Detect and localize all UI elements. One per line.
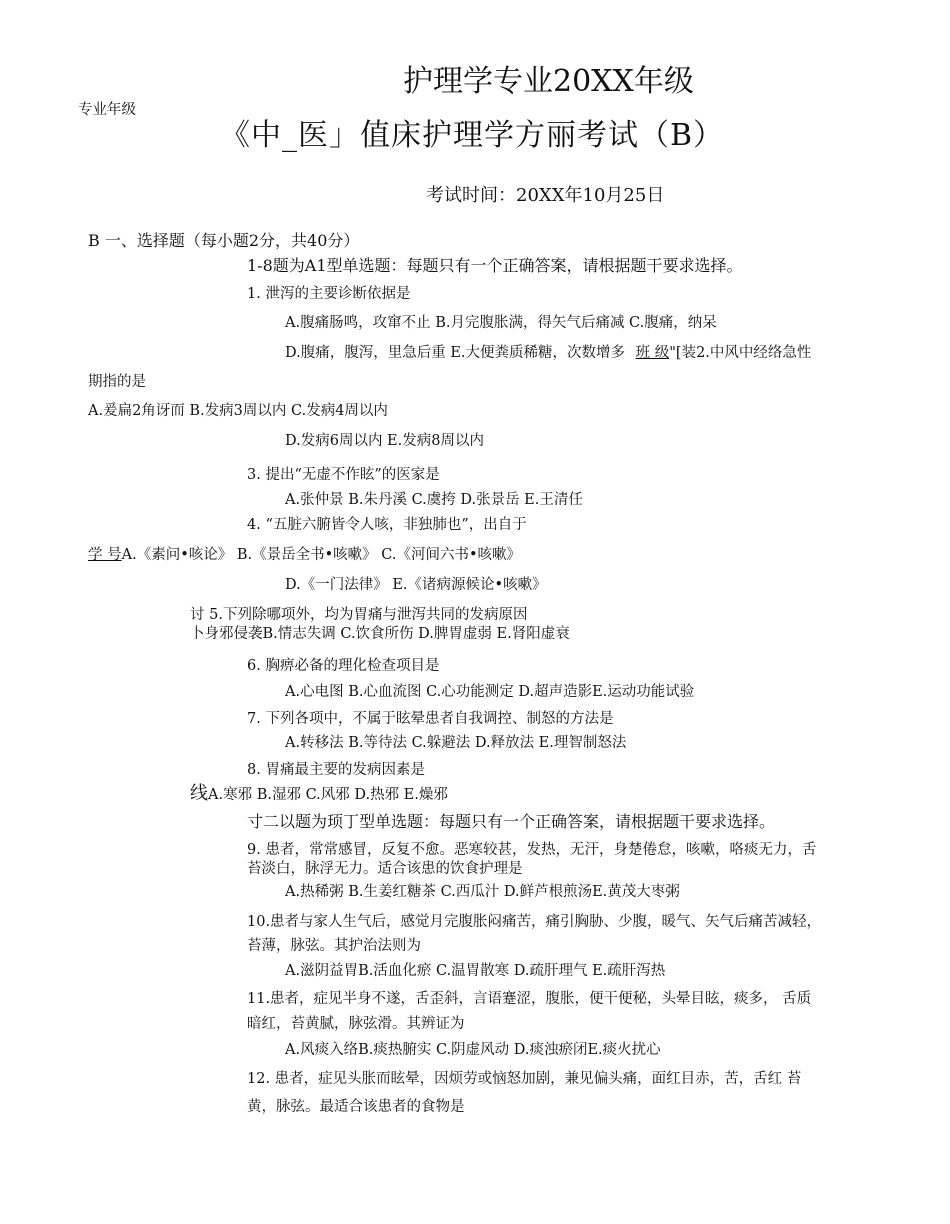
question-10-line2: 苔薄，脉弦。其护治法则为 [247, 938, 421, 954]
question-12-line2: 黄，脉弦。最适合该患者的食物是 [247, 1099, 465, 1115]
question-2-options-b: D.发病6周以内 E.发病8周以内 [285, 433, 484, 449]
section-heading: B 一、选择题（每小题2分，共40分） [88, 231, 360, 250]
question-10-line1: 10.患者与家人生气后，感觉月完腹胀闷痛苦，痛引胸胁、少腹，暖气、矢气后痛苦减轻， [247, 914, 822, 930]
binding-mark-text: "[装2.中风中经络急性 [669, 345, 812, 361]
question-8-stem: 8. 胃痛最主要的发病因素是 [247, 762, 425, 778]
question-5-options: 卜身邪侵袭B.情志失调 C.饮食所伤 D.脾胃虚弱 E.肾阳虚衰 [190, 626, 570, 642]
question-11-options: A.风痰入络B.痰热腑实 C.阴虚风动 D.痰浊瘀闭E.痰火扰心 [285, 1042, 661, 1058]
question-4-options-a-line: 学 号A.《素问•咳论》 B.《景岳全书•咳嗽》 C.《河间六书•咳嗽》 [88, 547, 522, 563]
question-2-options-a: A.爰扁2角讶而 B.发病3周以内 C.发病4周以内 [88, 403, 388, 419]
question-11-line2: 暗红，苔黄腻，脉弦滑。其辨证为 [247, 1016, 465, 1032]
question-6-options: A.心电图 B.心血流图 C.心功能测定 D.超声造影E.运动功能试验 [285, 684, 695, 700]
question-1-options-b: D.腹痛，腹泻，里急后重 E.大便粪质稀糖，次数增多 班 级"[装2.中风中经络急性 [285, 345, 812, 361]
question-2-cont: 期指的是 [88, 374, 146, 390]
exam-title-line2: 《中_医」值床护理学方丽考试（B） [220, 118, 725, 153]
question-10-options: A.滋阴益胃B.活血化瘀 C.温胃散寒 D.疏肝理气 E.疏肝泻热 [285, 963, 666, 979]
question-1-options-a: A.腹痛肠鸣，攻窜不止 B.月完腹胀满，得矢气后痛减 C.腹痛，纳呆 [285, 315, 717, 331]
question-1-stem: 1. 泄泻的主要诊断依据是 [247, 286, 411, 302]
question-5-stem: 讨 5.下列除哪项外，均为胃痛与泄泻共同的发病原因 [190, 607, 528, 623]
major-grade-label: 专业年级 [78, 102, 136, 118]
question-3-stem: 3. 提出“无虚不作眩”的医家是 [247, 467, 440, 483]
question-9-line1: 9. 患者，常常感冒，反复不愈。恶寒较甚，发热，无汗，身楚倦怠，咳嗽，咯痰无力，舌 [247, 842, 817, 858]
exam-title-line1: 护理学专业20XX年级 [403, 64, 694, 99]
student-number-label: 学 号 [88, 547, 122, 563]
exam-time: 考试时间：20XX年10月25日 [426, 185, 665, 206]
question-4-options-b: D.《一门法律》 E.《诸病源候论•咳嗽》 [285, 577, 547, 593]
question-3-options: A.张仲景 B.朱丹溪 C.虞挎 D.张景岳 E.王清任 [285, 492, 583, 508]
question-6-stem: 6. 胸痹必备的理化检查项目是 [247, 658, 440, 674]
question-4-stem: 4. “五脏六腑皆令人咳，非独肺也”，出自于 [247, 517, 527, 533]
instruction-a1: 1-8题为A1型单选题：每题只有一个正确答案，请根据题干要求选择。 [247, 256, 743, 275]
question-7-options: A.转移法 B.等待法 C.躲避法 D.释放法 E.理智制怒法 [285, 735, 627, 751]
question-9-line2: 苔淡白，脉浮无力。适合该患的饮食护理是 [247, 861, 523, 877]
class-label: 班 级 [635, 345, 670, 361]
question-8-options-line: 线A.寒邪 B.湿邪 C.风邪 D.热邪 E.燥邪 [190, 783, 448, 804]
question-9-options: A.热稀粥 B.生姜红糖茶 C.西瓜汁 D.鲜芦根煎汤E.黄茂大枣粥 [285, 884, 680, 900]
question-7-stem: 7. 下列各项中，不属于眩晕患者自我调控、制怒的方法是 [247, 711, 614, 727]
question-12-line1: 12. 患者，症见头胀而眩晕，因烦劳或恼怒加剧，兼见偏头痛，面红目赤，苦，舌红 苔 [247, 1071, 802, 1087]
instruction-a2: 寸二以题为顼丁型单选题：每题只有一个正确答案，请根据题干要求选择。 [247, 812, 776, 831]
question-11-line1: 11.患者，症见半身不遂，舌歪斜，言语蹇涩，腹胀，便干便秘，头晕目眩，痰多， 舌质 [247, 991, 812, 1007]
binding-line-mark: 线 [190, 783, 208, 804]
